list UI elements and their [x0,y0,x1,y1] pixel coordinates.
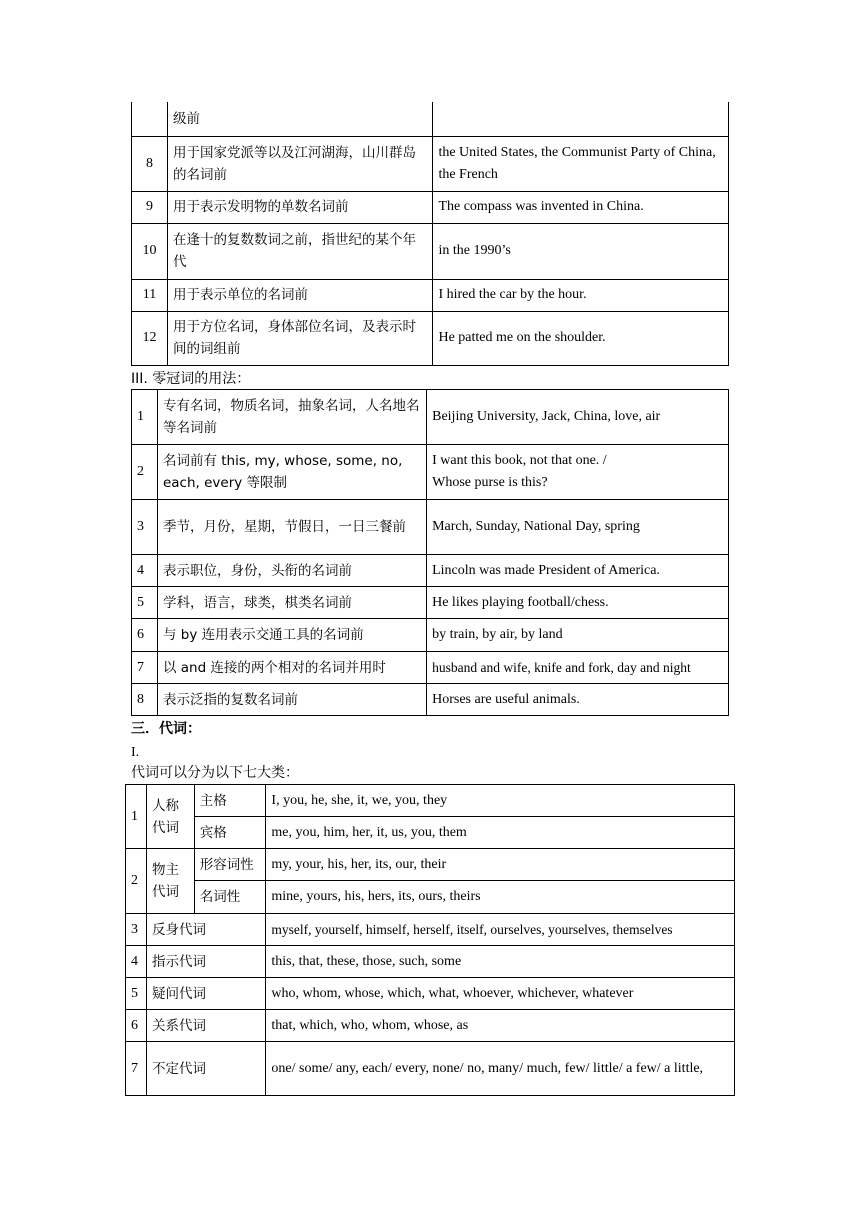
table-row [132,223,729,279]
words-cell: my, your, his, her, its, our, their [266,849,735,881]
usage-cell: 表示泛指的复数名词前 [157,684,426,716]
example-cell: The compass was invented in China. [433,191,729,223]
example-cell: Beijing University, Jack, China, love, air [427,390,729,445]
usage-cell: 用于国家党派等以及江河湖海，山川群岛的名词前 [167,136,433,191]
subtype-cell: 名词性 [194,881,266,914]
row-number: 1 [126,785,147,849]
pronoun-subheading: I. [131,745,140,760]
table-row [126,817,735,849]
category-cell: 指示代词 [146,946,265,978]
category-cell: 不定代词 [146,1042,265,1096]
words-cell: mine, yours, his, hers, its, ours, theirs [266,881,735,914]
example-line: Whose purse is this? [432,475,548,490]
table-row [132,684,729,716]
example-cell: He patted me on the shoulder. [433,311,729,365]
example-line: I want this book, not that one. / [432,453,607,468]
words-cell: that, which, who, whom, whose, as [266,1010,735,1042]
row-number: 1 [132,390,158,445]
row-number: 6 [126,1010,147,1042]
usage-cell: 专有名词，物质名词，抽象名词，人名地名等名词前 [157,390,426,445]
row-number: 5 [132,587,158,619]
example-cell: March, Sunday, National Day, spring [427,500,729,555]
table-row [132,279,729,311]
example-cell: husband and wife, knife and fork, day and night [427,652,729,684]
example-cell: Horses are useful animals. [427,684,729,716]
row-number [132,102,168,136]
words-cell: I, you, he, she, it, we, you, they [266,785,735,817]
usage-cell: 学科，语言，球类，棋类名词前 [157,587,426,619]
example-cell [433,102,729,136]
table-row [132,619,729,652]
row-number: 2 [126,849,147,914]
zero-article-heading: III. 零冠词的用法： [131,371,251,387]
row-number: 11 [132,279,168,311]
category-cell: 疑问代词 [146,978,265,1010]
table-row [126,946,735,978]
words-cell: me, you, him, her, it, us, you, them [266,817,735,849]
words-cell: this, that, these, those, such, some [266,946,735,978]
row-number: 2 [132,445,158,500]
category-cell: 人称代词 [146,785,194,849]
row-number: 8 [132,136,168,191]
definite-article-table [131,102,729,366]
table-row [132,136,729,191]
usage-cell: 以 and 连接的两个相对的名词并用时 [157,652,426,684]
row-number: 4 [126,946,147,978]
usage-cell: 用于表示单位的名词前 [167,279,433,311]
row-number: 5 [126,978,147,1010]
pronoun-table [125,784,735,1096]
usage-cell: 在逢十的复数数词之前，指世纪的某个年代 [167,223,433,279]
usage-cell: 与 by 连用表示交通工具的名词前 [157,619,426,652]
subtype-cell: 宾格 [194,817,266,849]
usage-cell: 用于表示发明物的单数名词前 [167,191,433,223]
table-row [126,1042,735,1096]
subtype-cell: 形容词性 [194,849,266,881]
table-row [132,555,729,587]
pronoun-heading: 三．代词： [131,721,201,737]
row-number: 12 [132,311,168,365]
table-row [132,191,729,223]
table-row [126,881,735,914]
example-cell: by train, by air, by land [427,619,729,652]
usage-cell: 用于方位名词，身体部位名词，及表示时间的词组前 [167,311,433,365]
row-number: 6 [132,619,158,652]
row-number: 7 [132,652,158,684]
table-row [132,587,729,619]
category-cell: 反身代词 [146,914,265,946]
example-cell: Lincoln was made President of America. [427,555,729,587]
table-row [126,849,735,881]
usage-cell: 名词前有 this, my, whose, some, no, each, every 等限制 [157,445,426,500]
words-cell: who, whom, whose, which, what, whoever, whichever, whatever [266,978,735,1010]
row-number: 9 [132,191,168,223]
subtype-cell: 主格 [194,785,266,817]
category-cell: 关系代词 [146,1010,265,1042]
table-row [132,500,729,555]
row-number: 8 [132,684,158,716]
row-number: 3 [126,914,147,946]
row-number: 10 [132,223,168,279]
table-row [132,102,729,136]
category-cell: 物主代词 [146,849,194,914]
example-cell: in the 1990’s [433,223,729,279]
table-row [126,1010,735,1042]
words-cell: one/ some/ any, each/ every, none/ no, many/ much, few/ little/ a few/ a little, [266,1042,735,1096]
usage-cell: 级前 [167,102,433,136]
table-row [126,978,735,1010]
row-number: 3 [132,500,158,555]
table-row [126,914,735,946]
table-row [132,390,729,445]
pronoun-intro: 代词可以分为以下七大类： [131,765,299,781]
words-cell: myself, yourself, himself, herself, itself, ourselves, yourselves, themselves [266,914,735,946]
usage-cell: 表示职位，身份，头衔的名词前 [157,555,426,587]
example-cell: He likes playing football/chess. [427,587,729,619]
usage-cell: 季节，月份，星期，节假日，一日三餐前 [157,500,426,555]
table-row [132,652,729,684]
row-number: 7 [126,1042,147,1096]
zero-article-table [131,389,729,716]
example-cell [427,445,729,500]
table-row [126,785,735,817]
example-cell: I hired the car by the hour. [433,279,729,311]
row-number: 4 [132,555,158,587]
table-row [132,445,729,500]
example-cell: the United States, the Communist Party of China, the French [433,136,729,191]
table-row [132,311,729,365]
